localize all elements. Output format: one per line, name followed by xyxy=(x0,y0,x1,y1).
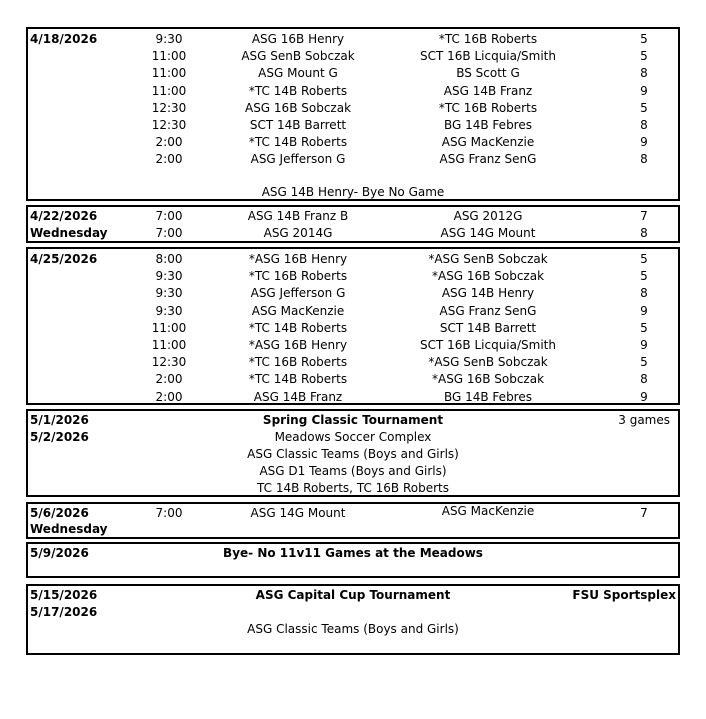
away-team: *TC 16B Roberts xyxy=(438,32,538,46)
game-time: 9:30 xyxy=(155,32,183,46)
bye-note: ASG 14B Henry- Bye No Game xyxy=(261,185,445,199)
away-team: *ASG SenB Sobczak xyxy=(428,355,548,370)
game-row xyxy=(28,83,678,100)
away-team: SCT 16B Licquia/Smith xyxy=(420,338,556,352)
date-label: 5/2/2026 xyxy=(30,430,89,444)
away-team: BG 14B Febres xyxy=(443,389,532,404)
away-team: SCT 16B Licquia/Smith xyxy=(420,49,556,64)
away-team: ASG MacKenzie xyxy=(441,135,535,150)
field-number: 5 xyxy=(640,355,648,370)
home-team: *TC 14B Roberts xyxy=(248,83,348,98)
field-number: 9 xyxy=(640,338,648,352)
game-time: 11:00 xyxy=(151,338,187,352)
game-row xyxy=(28,337,678,354)
game-time: 8:00 xyxy=(155,252,183,266)
field-number: 5 xyxy=(640,100,648,115)
game-time: 9:30 xyxy=(155,303,183,318)
date-label: 5/15/2026 xyxy=(30,588,98,602)
game-row xyxy=(28,320,678,337)
home-team: ASG 14G Mount xyxy=(250,506,346,520)
game-time: 12:30 xyxy=(151,100,187,115)
field-number: 7 xyxy=(640,209,648,223)
field-number: 9 xyxy=(640,303,648,318)
game-time: 2:00 xyxy=(155,152,183,167)
game-row xyxy=(28,285,678,302)
game-row xyxy=(28,48,678,65)
home-team: ASG SenB Sobczak xyxy=(241,49,355,64)
field-number: 7 xyxy=(640,506,648,520)
away-team: ASG 14B Franz xyxy=(443,83,533,98)
schedule-block-spring-classic xyxy=(26,409,680,497)
game-time: 11:00 xyxy=(151,83,187,98)
date-label: 5/6/2026 xyxy=(30,506,89,520)
game-time: 11:00 xyxy=(151,66,187,81)
date-label: 4/18/2026 xyxy=(30,32,98,46)
home-team: *TC 14B Roberts xyxy=(248,135,348,150)
game-time: 11:00 xyxy=(151,320,187,335)
info-line: ASG Classic Teams (Boys and Girls) xyxy=(247,622,459,636)
home-team: ASG 14B Franz B xyxy=(247,209,349,223)
date-label: 5/9/2026 xyxy=(30,546,89,560)
away-team: *TC 16B Roberts xyxy=(438,100,538,115)
game-row xyxy=(28,65,678,82)
home-team: *TC 16B Roberts xyxy=(248,355,348,370)
home-team: *TC 14B Roberts xyxy=(248,372,348,387)
home-team: SCT 14B Barrett xyxy=(249,118,347,132)
game-time: 2:00 xyxy=(155,389,183,404)
away-team: SCT 14B Barrett xyxy=(439,320,537,335)
game-time: 11:00 xyxy=(151,49,187,64)
date-label: 5/17/2026 xyxy=(30,605,98,619)
schedule-block-capital-cup xyxy=(26,584,680,655)
away-team: ASG Franz SenG xyxy=(439,152,537,167)
field-number: 8 xyxy=(640,286,648,301)
home-team: ASG 14B Franz xyxy=(253,389,343,404)
game-row xyxy=(28,208,678,225)
home-team: ASG 16B Henry xyxy=(251,32,345,46)
game-row xyxy=(28,251,678,268)
games-note: 3 games xyxy=(618,413,670,427)
field-number: 5 xyxy=(640,269,648,284)
away-team: ASG 14B Henry xyxy=(441,286,535,301)
day-label: Wednesday xyxy=(30,226,108,240)
location-label: FSU Sportsplex xyxy=(572,588,676,602)
field-number: 9 xyxy=(640,83,648,98)
away-team: ASG Franz SenG xyxy=(439,303,537,318)
date-label: 5/1/2026 xyxy=(30,413,89,427)
field-number: 8 xyxy=(640,152,648,167)
field-number: 5 xyxy=(640,320,648,335)
field-number: 8 xyxy=(640,226,648,240)
home-team: *TC 14B Roberts xyxy=(248,320,348,335)
game-row xyxy=(28,100,678,117)
date-label: 4/22/2026 xyxy=(30,209,98,223)
info-line: ASG Classic Teams (Boys and Girls) xyxy=(247,447,459,461)
schedule-block-5-6 xyxy=(26,502,680,539)
game-row xyxy=(28,389,678,406)
date-label: 4/25/2026 xyxy=(30,252,98,266)
away-team: *ASG 16B Sobczak xyxy=(431,269,545,284)
game-time: 7:00 xyxy=(155,506,183,520)
schedule-block-5-9 xyxy=(26,542,680,578)
field-number: 5 xyxy=(640,49,648,64)
schedule-block-4-25 xyxy=(26,247,680,405)
home-team: *ASG 16B Henry xyxy=(248,252,348,266)
away-team: BS Scott G xyxy=(456,66,520,81)
day-label: Wednesday xyxy=(30,522,108,536)
game-row xyxy=(28,303,678,320)
field-number: 9 xyxy=(640,135,648,150)
info-line: ASG D1 Teams (Boys and Girls) xyxy=(259,464,447,478)
field-number: 8 xyxy=(640,118,648,132)
home-team: ASG Jefferson G xyxy=(250,286,346,301)
home-team: ASG 16B Sobczak xyxy=(244,100,352,115)
game-row xyxy=(28,117,678,134)
away-team: BG 14B Febres xyxy=(443,118,532,132)
schedule-block-4-22 xyxy=(26,205,680,243)
schedule-block-4-18 xyxy=(26,27,680,201)
info-line: TC 14B Roberts, TC 16B Roberts xyxy=(257,481,449,495)
home-team: ASG 2014G xyxy=(263,226,333,240)
game-row xyxy=(28,354,678,371)
home-team: ASG Jefferson G xyxy=(250,152,346,167)
tournament-title: ASG Capital Cup Tournament xyxy=(255,588,451,602)
game-row xyxy=(28,151,678,168)
game-row xyxy=(28,225,678,242)
field-number: 5 xyxy=(640,32,648,46)
game-row xyxy=(28,31,678,48)
game-time: 2:00 xyxy=(155,135,183,150)
field-number: 5 xyxy=(640,252,648,266)
bye-title: Bye- No 11v11 Games at the Meadows xyxy=(223,546,483,560)
game-row xyxy=(28,134,678,151)
away-team: ASG MacKenzie xyxy=(441,504,535,518)
game-time: 12:30 xyxy=(151,118,187,132)
away-team: *ASG 16B Sobczak xyxy=(431,372,545,387)
home-team: ASG Mount G xyxy=(258,66,338,81)
game-time: 12:30 xyxy=(151,355,187,370)
game-time: 9:30 xyxy=(155,286,183,301)
away-team: ASG 2012G xyxy=(453,209,523,223)
field-number: 8 xyxy=(640,372,648,387)
game-row xyxy=(28,268,678,285)
game-time: 7:00 xyxy=(155,226,183,240)
info-line: Meadows Soccer Complex xyxy=(274,430,432,444)
field-number: 8 xyxy=(640,66,648,81)
game-row xyxy=(28,371,678,388)
home-team: *TC 16B Roberts xyxy=(248,269,348,284)
away-team: ASG 14G Mount xyxy=(440,226,536,240)
game-time: 2:00 xyxy=(155,372,183,387)
field-number: 9 xyxy=(640,389,648,404)
game-time: 7:00 xyxy=(155,209,183,223)
tournament-title: Spring Classic Tournament xyxy=(262,413,444,427)
home-team: ASG MacKenzie xyxy=(251,303,345,318)
home-team: *ASG 16B Henry xyxy=(248,338,348,352)
away-team: *ASG SenB Sobczak xyxy=(428,252,548,266)
game-time: 9:30 xyxy=(155,269,183,284)
